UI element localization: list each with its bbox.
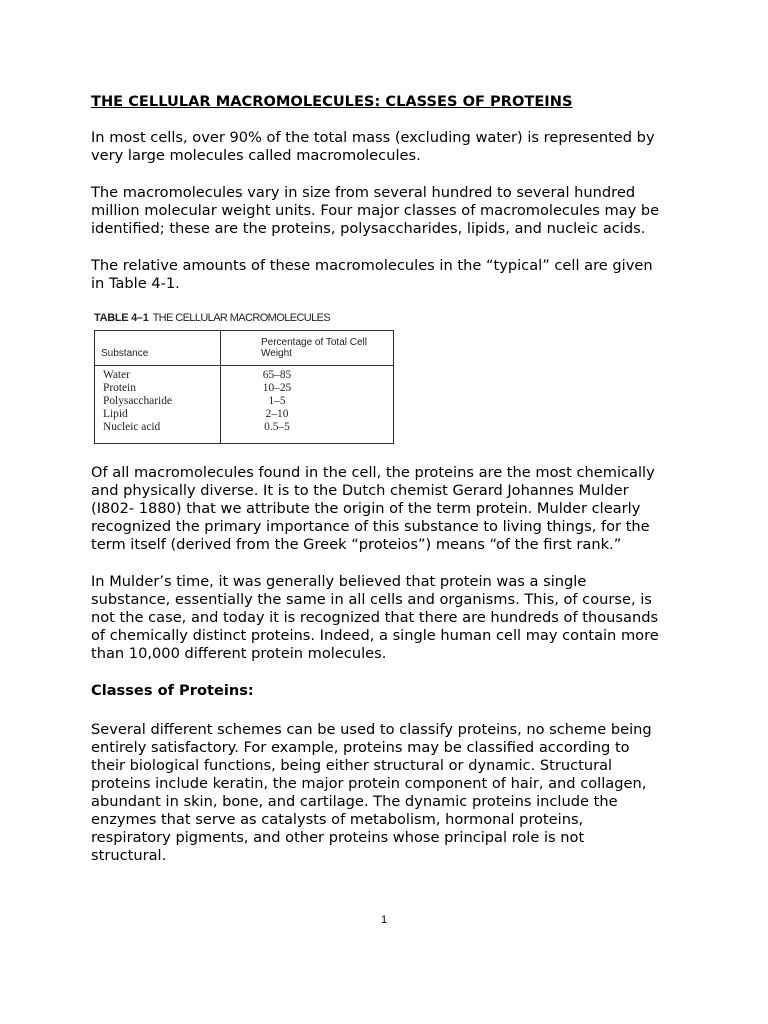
table-cell-substance: Lipid [103,408,128,420]
paragraph-6-line: entirely satisfactory. For example, proteins may be classified according to [91,739,630,756]
table-cell-percentage: 1–5 [268,395,286,407]
table-percentage-column [247,369,307,434]
table-cell-substance: Nucleic acid [103,421,161,433]
page-number: 1 [380,914,388,926]
paragraph-5-line: of chemically distinct proteins. Indeed, a single human cell may contain more [91,627,659,644]
paragraph-2-line: The macromolecules vary in size from several hundred to several hundred [91,184,636,201]
table-number: TABLE 4–1 [94,312,149,324]
table-header-substance: Substance [101,348,149,359]
table-cell-percentage: 10–25 [262,382,292,394]
page-title: THE CELLULAR MACROMOLECULES: CLASSES OF PROTEINS [91,93,573,110]
table-cell-percentage: 65–85 [262,369,292,381]
paragraph-3-line: The relative amounts of these macromolecules in the “typical” cell are given [91,257,653,274]
paragraph-4-line: Of all macromolecules found in the cell, the proteins are the most chemically [91,464,655,481]
paragraph-6-line: Several different schemes can be used to classify proteins, no scheme being [91,721,652,738]
table-column-divider [220,331,221,443]
section-heading: Classes of Proteins: [91,682,254,699]
table-header-divider [95,365,393,366]
table-cell-percentage: 0.5–5 [264,421,290,433]
paragraph-6-line: respiratory pigments, and other proteins whose principal role is not [91,829,585,846]
paragraph-6-line: structural. [91,847,167,864]
table-header-percentage: Percentage of Total Cell Weight [261,337,367,359]
table-title: THE CELLULAR MACROMOLECULES [152,312,331,324]
paragraph-5-line: substance, essentially the same in all cells and organisms. This, of course, is [91,591,652,608]
paragraph-5-line: than 10,000 different protein molecules. [91,645,387,662]
paragraph-4-line: (I802- 1880) that we attribute the origin of the term protein. Mulder clearly [91,500,641,517]
table-cell-substance: Polysaccharide [103,395,172,407]
table-cell-substance: Protein [103,382,136,394]
paragraph-4-line: term itself (derived from the Greek “proteios”) means “of the first rank.” [91,536,622,553]
paragraph-3-line: in Table 4-1. [91,275,180,292]
paragraph-4-line: recognized the primary importance of this substance to living things, for the [91,518,650,535]
table-cell-percentage: 2–10 [265,408,289,420]
paragraph-2-line: million molecular weight units. Four major classes of macromolecules may be [91,202,660,219]
table-cell-substance: Water [103,369,130,381]
paragraph-5-line: In Mulder’s time, it was generally believed that protein was a single [91,573,587,590]
paragraph-2-line: identified; these are the proteins, polysaccharides, lipids, and nucleic acids. [91,220,646,237]
table-substance-column [103,369,172,434]
table-box [94,330,394,444]
paragraph-6-line: abundant in skin, bone, and cartilage. The dynamic proteins include the [91,793,618,810]
paragraph-6-line: enzymes that serve as catalysts of metabolism, hormonal proteins, [91,811,584,828]
table-figure [94,312,398,448]
paragraph-6-line: proteins include keratin, the major protein component of hair, and collagen, [91,775,647,792]
paragraph-6-line: their biological functions, being either structural or dynamic. Structural [91,757,613,774]
paragraph-5-line: not the case, and today it is recognized that there are hundreds of thousands [91,609,659,626]
table-caption [94,312,330,324]
paragraph-4-line: and physically diverse. It is to the Dutch chemist Gerard Johannes Mulder [91,482,629,499]
paragraph-1-line: very large molecules called macromolecules. [91,147,421,164]
paragraph-1-line: In most cells, over 90% of the total mass (excluding water) is represented by [91,129,655,146]
